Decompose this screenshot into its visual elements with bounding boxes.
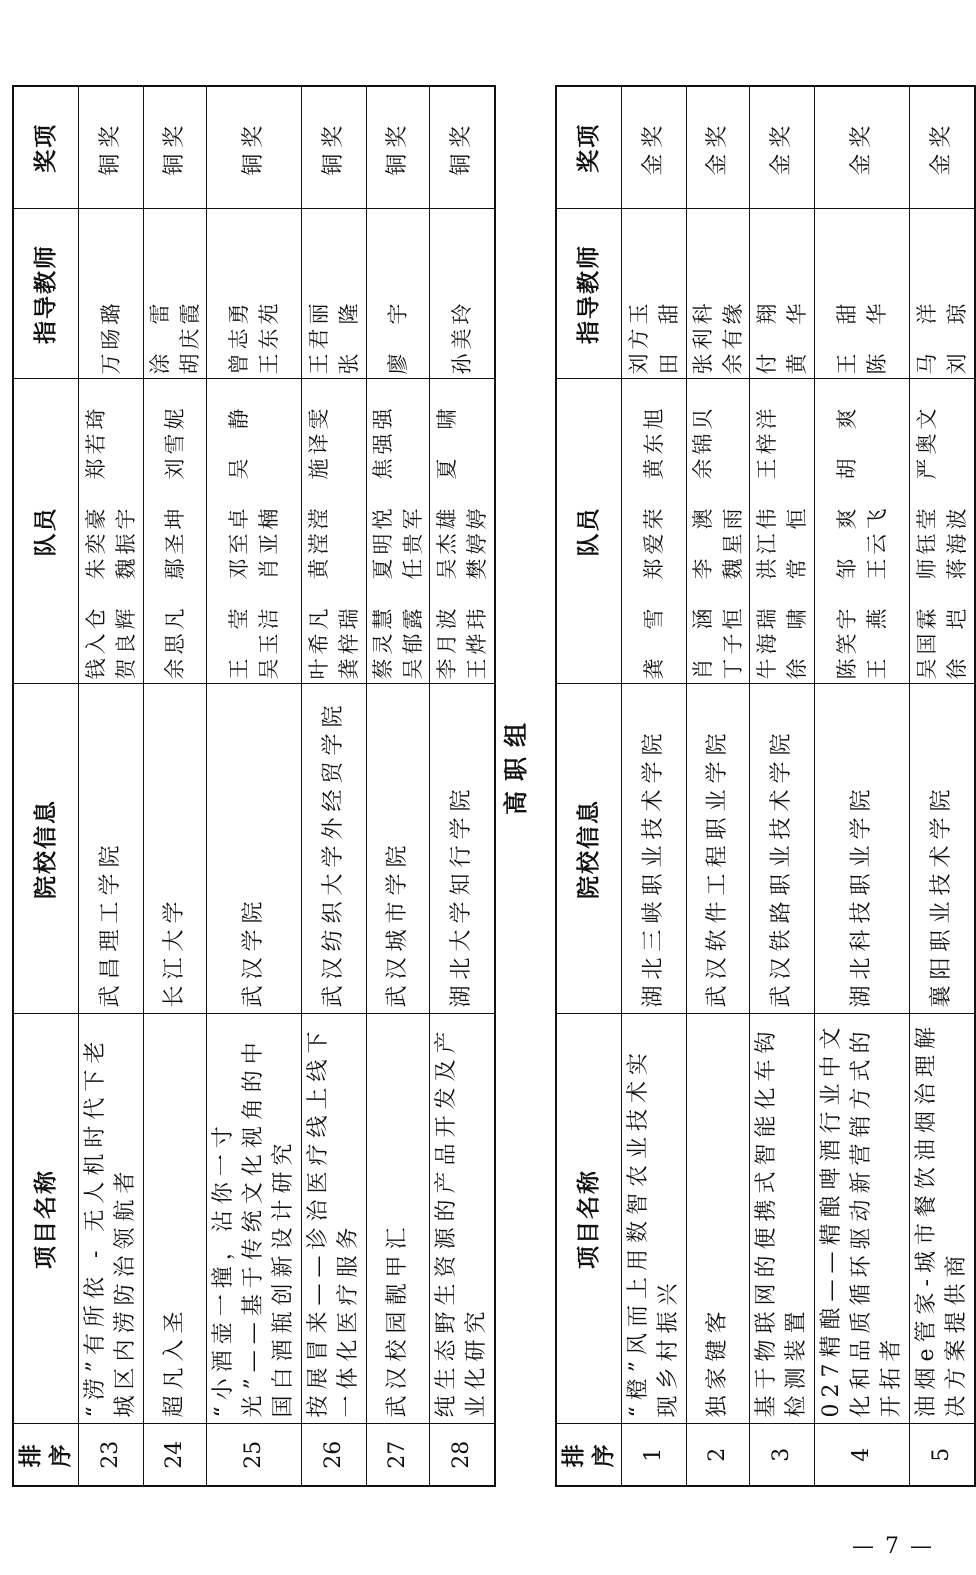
school-cell: 武汉学院 (207, 684, 302, 1014)
table-header-row (13, 86, 79, 1486)
teachers-cell (622, 209, 687, 379)
member-line: 徐 啸 常 恒 (785, 504, 809, 680)
school-cell: 湖北科技职业学院 (815, 684, 910, 1014)
header-members: 队员 (13, 379, 79, 684)
award-cell: 金奖 (910, 86, 976, 209)
award-cell: 金奖 (622, 86, 687, 209)
award-cell: 铜奖 (144, 86, 207, 209)
header-project: 项目名称 (13, 1014, 79, 1424)
award-cell: 铜奖 (430, 86, 496, 209)
members-cell (302, 379, 367, 684)
teacher-line: 王东苑 (257, 299, 281, 375)
member-line: 叶希凡 黄滢滢 施译雯 (307, 404, 331, 680)
member-line: 牛海瑞 洪江伟 王梓洋 (755, 404, 779, 680)
table-row (144, 86, 207, 1486)
school-cell: 襄阳职业技术学院 (910, 684, 976, 1014)
school-cell: 武汉城市学院 (367, 684, 430, 1014)
award-cell: 铜奖 (207, 86, 302, 209)
rank-cell: 2 (687, 1424, 750, 1486)
project-name-cell: 独家键客 (687, 1014, 750, 1424)
teacher-line: 刘 琼 (945, 299, 969, 375)
project-name-cell: 按展冒来——诊治医疗线上线下一体化医疗服务 (302, 1014, 367, 1424)
table-row (750, 86, 815, 1486)
award-cell: 铜奖 (79, 86, 144, 209)
members-cell (750, 379, 815, 684)
teacher-line: 黄 华 (785, 299, 809, 375)
project-name-cell: 武汉校园靓甲汇 (367, 1014, 430, 1424)
rank-cell: 1 (622, 1424, 687, 1486)
teacher-line: 王君丽 (307, 299, 331, 375)
award-cell: 金奖 (687, 86, 750, 209)
rank-cell: 5 (910, 1424, 976, 1486)
teacher-line: 田 甜 (657, 299, 681, 375)
teacher-line: 付 翔 (755, 299, 779, 375)
teachers-cell (910, 209, 976, 379)
rank-cell: 4 (815, 1424, 910, 1486)
member-line: 徐 垲 蒋海波 (945, 504, 969, 680)
member-line: 王烨玮 樊婷婷 (465, 504, 489, 680)
rank-cell: 23 (79, 1424, 144, 1486)
rank-cell: 26 (302, 1424, 367, 1486)
teachers-cell (815, 209, 910, 379)
header-teachers: 指导教师 (13, 209, 79, 379)
header-school: 院校信息 (556, 684, 622, 1014)
award-cell: 金奖 (815, 86, 910, 209)
school-cell: 长江大学 (144, 684, 207, 1014)
teachers-cell (750, 209, 815, 379)
table-row (687, 86, 750, 1486)
project-name-cell: “橙”风而上用数智农业技术实现乡村振兴 (622, 1014, 687, 1424)
teachers-cell (207, 209, 302, 379)
award-cell: 金奖 (750, 86, 815, 209)
member-line: 余思凡 鄢圣坤 刘雪妮 (163, 404, 187, 680)
member-line: 吴玉洁 肖亚楠 (257, 504, 281, 680)
vocational-table-body (622, 86, 976, 1486)
school-cell: 武汉软件工程职业学院 (687, 684, 750, 1014)
school-cell: 湖北大学知行学院 (430, 684, 496, 1014)
project-name-cell: “涝”有所依 - 无人机时代下老城区内涝防治领航者 (79, 1014, 144, 1424)
members-cell (815, 379, 910, 684)
group-title: 高职组 (502, 713, 530, 815)
rank-cell: 3 (750, 1424, 815, 1486)
school-cell: 武汉纺织大学外经贸学院 (302, 684, 367, 1014)
teachers-cell (430, 209, 496, 379)
teacher-line: 余有缘 (721, 299, 745, 375)
teacher-line: 孙美玲 (450, 299, 474, 375)
teacher-line: 曾志勇 (227, 299, 251, 375)
header-rank: 排序 (556, 1424, 622, 1486)
rank-cell: 27 (367, 1424, 430, 1486)
undergrad-table-body (79, 86, 496, 1486)
teacher-line: 马 洋 (915, 299, 939, 375)
teacher-line: 张 隆 (337, 299, 361, 375)
page-number: — 7 — (852, 1534, 934, 1559)
rank-cell: 28 (430, 1424, 496, 1486)
vocational-results-table (555, 85, 976, 1487)
table-row (79, 86, 144, 1486)
table-row (815, 86, 910, 1486)
teachers-cell (687, 209, 750, 379)
table-row (430, 86, 496, 1486)
project-name-cell: 027精酿——精酿啤酒行业中文化和品质循环驱动新营销方式的开拓者 (815, 1014, 910, 1424)
teacher-line: 万旸璐 (99, 299, 123, 375)
teacher-line: 陈 华 (865, 299, 889, 375)
project-name-cell: “小酒壶一撞，沾你一寸光”——基于传统文化视角的中国白酒瓶创新设计研究 (207, 1014, 302, 1424)
member-line: 钱入仓 朱奕豪 郑若琦 (84, 404, 108, 680)
teachers-cell (79, 209, 144, 379)
header-award: 奖项 (556, 86, 622, 209)
teacher-line: 刘方玉 (627, 299, 651, 375)
school-cell: 湖北三峡职业技术学院 (622, 684, 687, 1014)
table-row (622, 86, 687, 1486)
member-line: 陈笑宇 邹 爽 胡 爽 (835, 404, 859, 680)
teacher-line: 涂 雷 (148, 299, 172, 375)
members-cell (207, 379, 302, 684)
teachers-cell (144, 209, 207, 379)
table-header-row (556, 86, 622, 1486)
member-line: 丁子恒 魏星雨 (721, 504, 745, 680)
members-cell (79, 379, 144, 684)
award-cell: 铜奖 (367, 86, 430, 209)
rank-cell: 25 (207, 1424, 302, 1486)
project-name-cell: 油烟e管家-城市餐饮油烟治理解决方案提供商 (910, 1014, 976, 1424)
member-line: 肖 涵 李 澳 余锦贝 (691, 404, 715, 680)
teacher-line: 胡庆霞 (178, 299, 202, 375)
member-line: 王 莹 邓至卓 吴 静 (227, 404, 251, 680)
project-name-cell: 纯生态野生资源的产品开发及产业化研究 (430, 1014, 496, 1424)
teacher-line: 王 甜 (835, 299, 859, 375)
teacher-line: 张利科 (691, 299, 715, 375)
teacher-line: 廖 宇 (386, 299, 410, 375)
project-name-cell: 基于物联网的便携式智能化车钩检测装置 (750, 1014, 815, 1424)
members-cell (687, 379, 750, 684)
member-line: 吴国霖 师钰莹 严奥文 (915, 404, 939, 680)
table-row (302, 86, 367, 1486)
award-cell: 铜奖 (302, 86, 367, 209)
teachers-cell (302, 209, 367, 379)
project-name-cell: 超凡入圣 (144, 1014, 207, 1424)
header-award: 奖项 (13, 86, 79, 209)
members-cell (430, 379, 496, 684)
members-cell (910, 379, 976, 684)
header-members: 队员 (556, 379, 622, 684)
members-cell (622, 379, 687, 684)
undergrad-results-table (12, 85, 496, 1487)
header-rank: 排序 (13, 1424, 79, 1486)
teachers-cell (367, 209, 430, 379)
header-teachers: 指导教师 (556, 209, 622, 379)
members-cell (144, 379, 207, 684)
table-row (367, 86, 430, 1486)
rank-cell: 24 (144, 1424, 207, 1486)
member-line: 蔡灵慧 夏明悦 焦强强 (371, 404, 395, 680)
members-cell (367, 379, 430, 684)
member-line: 龚 雪 郑爱荣 黄东旭 (642, 404, 666, 680)
member-line: 龚梓瑞 (337, 604, 361, 680)
header-project: 项目名称 (556, 1014, 622, 1424)
table-row (207, 86, 302, 1486)
member-line: 贺良辉 魏振宇 (114, 504, 138, 680)
header-school: 院校信息 (13, 684, 79, 1014)
member-line: 李月波 吴杰雄 夏 啸 (435, 404, 459, 680)
table-row (910, 86, 976, 1486)
school-cell: 武昌理工学院 (79, 684, 144, 1014)
school-cell: 武汉铁路职业技术学院 (750, 684, 815, 1014)
member-line: 王 燕 王云飞 (865, 504, 889, 680)
member-line: 吴郁露 任贵军 (401, 504, 425, 680)
